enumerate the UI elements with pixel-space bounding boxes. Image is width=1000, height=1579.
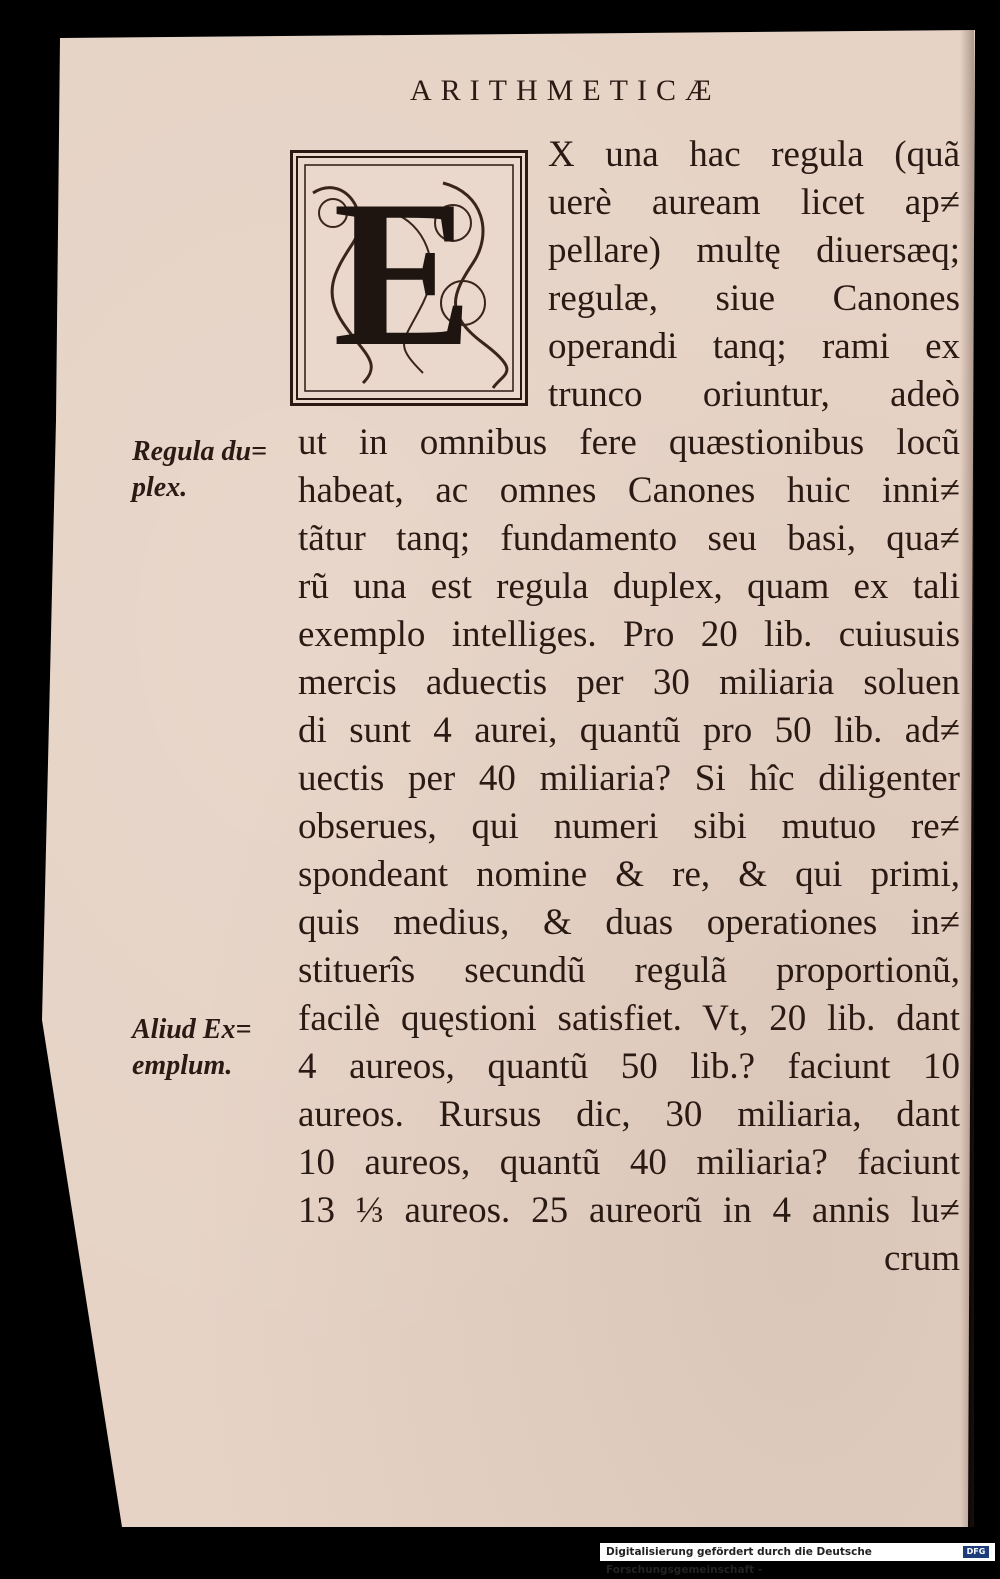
text-line: rũ una est regula duplex, quam ex tali [298, 566, 960, 607]
running-head: ARITHMETICÆ [410, 74, 721, 107]
text-line: operandi tanq; rami ex [548, 326, 960, 367]
dfg-logo-icon: DFG [963, 1546, 989, 1558]
text-line: 13 ⅓ aureos. 25 aureorũ in 4 annis lu≠ [298, 1190, 960, 1231]
text-line: facilè quęstioni satisfiet. Vt, 20 lib. dant [298, 998, 960, 1039]
text-line: ut in omnibus fere quæstionibus locũ [298, 422, 960, 463]
digitization-footer [600, 1543, 995, 1576]
text-line: pellare) multę diuersæq; [548, 230, 960, 271]
text-line: 4 aureos, quantũ 50 lib.? faciunt 10 [298, 1046, 960, 1087]
text-line: obserues, qui numeri sibi mutuo re≠ [298, 806, 960, 847]
initial-letter: E [333, 158, 474, 390]
text-line: tãtur tanq; fundamento seu basi, qua≠ [298, 518, 960, 559]
text-line: uerè auream licet ap≠ [548, 182, 960, 223]
text-line: regulæ, siue Canones [548, 278, 960, 319]
margin-note-line: Aliud Ex= [132, 1014, 252, 1045]
text-line: exemplo intelliges. Pro 20 lib. cuiusuis [298, 614, 960, 655]
text-line: quis medius, & duas operationes in≠ [298, 902, 960, 943]
text-line: uectis per 40 miliaria? Si hîc diligenter [298, 758, 960, 799]
text-line: 10 aureos, quantũ 40 miliaria? faciunt [298, 1142, 960, 1183]
margin-note-line: emplum. [132, 1050, 233, 1081]
text-line: stituerîs secundũ regulã proportionũ, [298, 950, 960, 991]
text-line: aureos. Rursus dic, 30 miliaria, dant [298, 1094, 960, 1135]
text-line: di sunt 4 aurei, quantũ pro 50 lib. ad≠ [298, 710, 960, 751]
text-line: trunco oriuntur, adeò [548, 374, 960, 415]
text-line: X una hac regula (quã [548, 134, 960, 175]
text-line: habeat, ac omnes Canones huic inni≠ [298, 470, 960, 511]
text-line: mercis aduectis per 30 miliaria soluen [298, 662, 960, 703]
page-edge-shadow [960, 30, 974, 1527]
woodcut-initial [290, 150, 528, 406]
footer-text: Digitalisierung gefördert durch die Deutsche Forschungsgemeinschaft - [606, 1546, 872, 1576]
margin-note-aliud-exemplum [132, 1012, 251, 1084]
margin-note-regula-duplex [132, 434, 267, 506]
catchword: crum [883, 1238, 960, 1279]
margin-note-line: plex. [132, 472, 188, 503]
text-line: spondeant nomine & re, & qui primi, [298, 854, 960, 895]
margin-note-line: Regula du= [132, 436, 267, 467]
